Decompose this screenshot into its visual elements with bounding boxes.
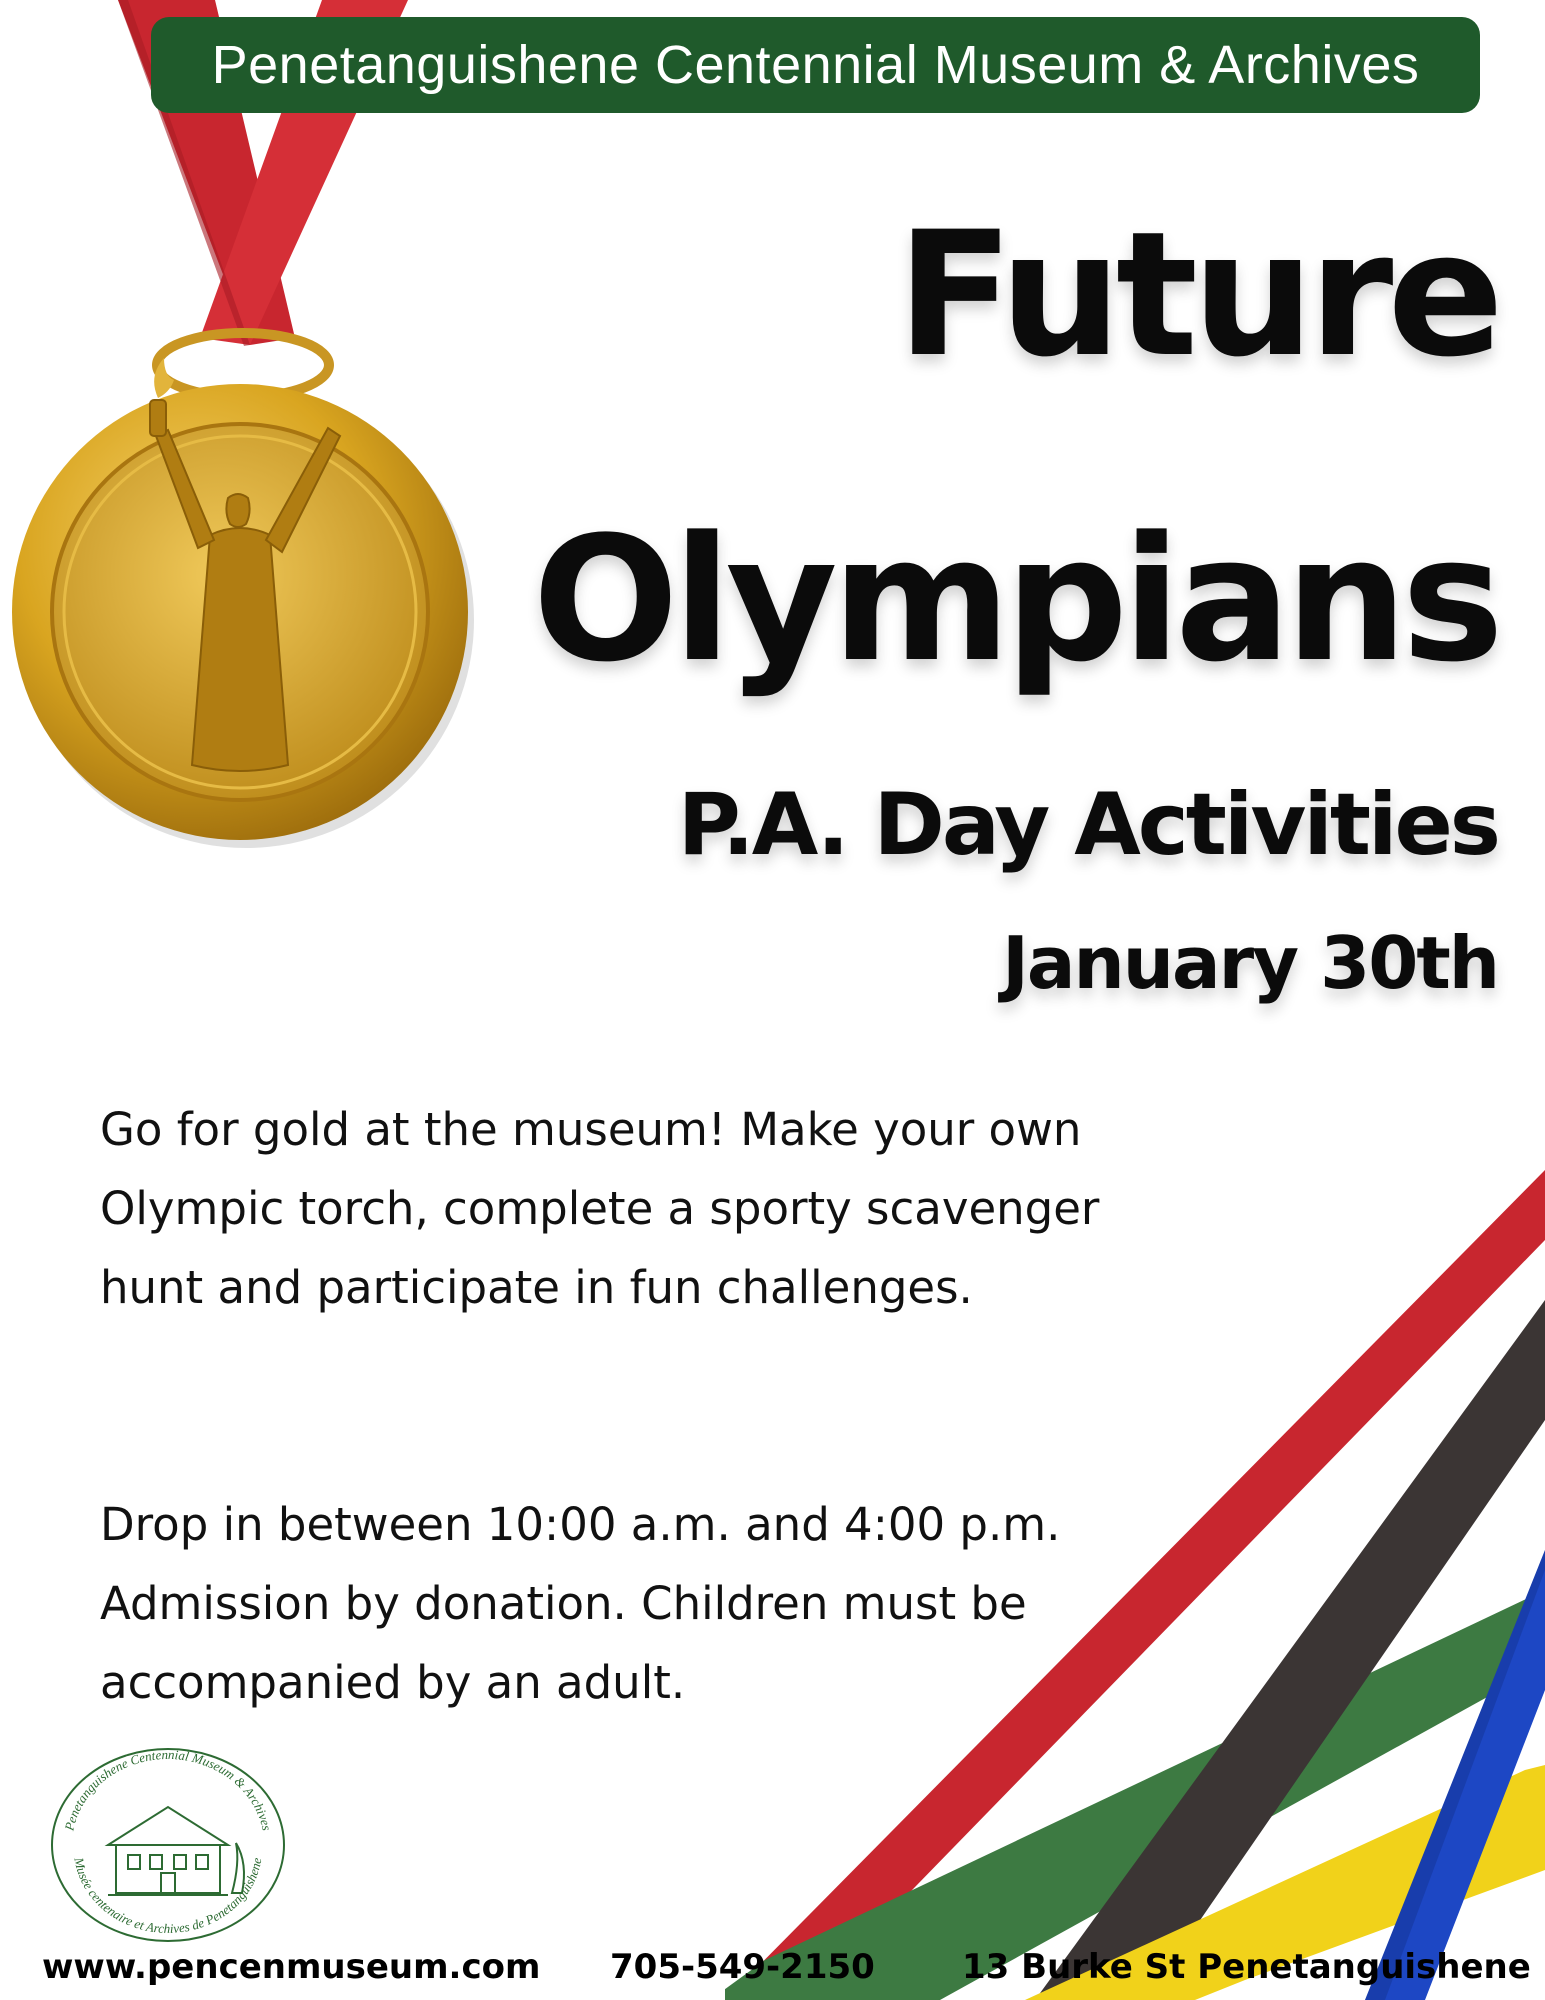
footer-address: 13 Burke St Penetanguishene	[962, 1947, 1531, 1987]
event-date: January 30th	[1002, 921, 1498, 1005]
gold-medal-illustration	[0, 320, 480, 860]
title-line-2: Olympians	[532, 499, 1498, 700]
event-subtitle: P.A. Day Activities	[677, 775, 1498, 875]
organization-banner: Penetanguishene Centennial Museum & Archives	[151, 17, 1480, 113]
description-paragraph: Go for gold at the museum! Make your own Olympic torch, complete a sporty scavenger hunt and participate in fun challenges.	[100, 1103, 1100, 1314]
logo-text-bottom: Musée centenaire et Archives de Penetanguishene	[71, 1856, 265, 1936]
footer-phone[interactable]: 705-549-2150	[610, 1947, 875, 1987]
logo-text-top: Penetanguishene Centennial Museum & Archives	[61, 1746, 275, 1832]
footer-website[interactable]: www.pencenmuseum.com	[42, 1947, 541, 1987]
details-paragraph: Drop in between 10:00 a.m. and 4:00 p.m. Admission by donation. Children must be accompanied by an adult.	[100, 1498, 1061, 1709]
title-line-1: Future	[896, 194, 1498, 395]
footer	[0, 1945, 1545, 1989]
museum-house-logo	[48, 1745, 288, 1945]
